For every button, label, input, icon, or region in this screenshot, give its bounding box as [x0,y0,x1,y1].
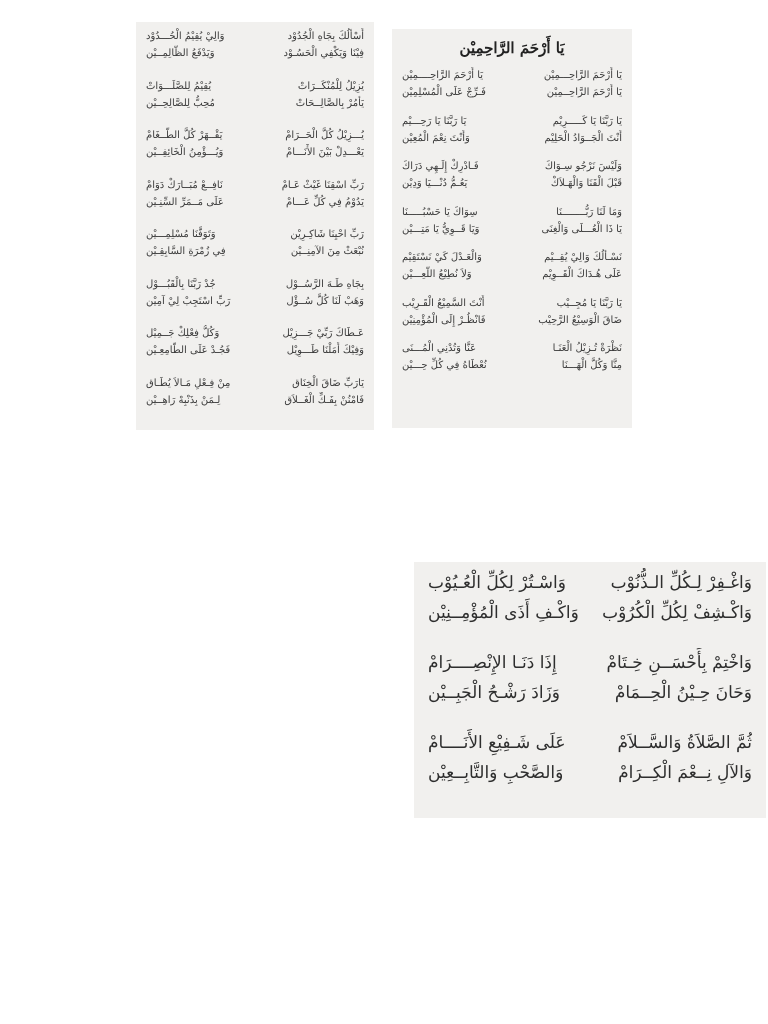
verse-line [402,266,622,283]
verse-line [428,678,752,708]
hemistich-second: وَتَوَفَّنَا مُسْلِمِـــيْن [146,229,216,240]
verse-line [146,127,364,144]
verse-line [402,130,622,147]
verse-line [146,325,364,342]
verse-line [402,67,622,84]
verse-line [428,728,752,758]
hemistich-first: نُبْعَثْ مِنَ الآمِنِــيْن [290,246,364,257]
hemistich-first: وَاغْـفِرْ لِـكُلِّ الـذُّنُوْب [610,573,752,593]
hemistich-first: وَفِيْكَ أَمَلْنَا طَـــوِيْل [286,345,364,356]
verse-line [146,95,364,112]
verse-line [402,249,622,266]
stanza [402,158,622,204]
stanza [402,204,622,250]
hemistich-first: ثُمَّ الصَّلاَةُ وَالسَّــلاَمْ [617,733,752,753]
hemistich-second: فَـرِّجْ عَلَى الْمُسْلِمِيْن [402,87,486,98]
verse-line [146,342,364,359]
hemistich-first: وَلَيْسَ نَرْجُو سِـوَاكَ [544,161,622,172]
hemistich-first: يَا ذَا الْعُـــلَى وَالْغِنَى [541,223,622,235]
verse-line [428,568,752,598]
stanza [402,67,622,113]
verse-line [402,295,622,312]
hemistich-second: يَا رَبَّنَا يَا رَحِـــيْم [402,115,467,127]
stanza [402,113,622,159]
hemistich-second: فَجُـدْ عَلَى الطَّامِعِـيْن [146,345,231,356]
verse-line [146,392,364,409]
hemistich-second: رَبِّ اسْتَجِبْ لِيْ آمِيْن [146,295,231,307]
hemistich-second: وَاكْـفِ أَذَى الْمُؤْمِــنِيْن [428,603,579,623]
stanza [428,568,752,648]
verse-line [402,312,622,329]
stanza [146,226,364,276]
hemistich-first: عَلَى هُـدَاكَ الْقَــوِيْم [542,269,622,280]
hemistich-first: وَهَبْ لَنَا كُلَّ سُــؤْل [286,295,364,307]
hemistich-second: وَيُـــؤْمِنُ الْخَائِفِــيْن [146,147,224,158]
hemistich-first: يَأْمُرْ بِالصَّالِــحَاتْ [295,97,364,109]
hemistich-second: وَاسْـتُرْ لِكُلِّ الْعُـيُوْب [428,573,566,593]
hemistich-second: وَيَا قَــوِيُّ يَا مَتِـــيْن [402,223,480,235]
hemistich-first: يَا أَرْحَمَ الرَّاحِـــمِيْن [543,70,622,81]
stanza [146,375,364,425]
hemistich-first: يُزِيْلُ لِلْمُنْكَــرَاتْ [297,80,364,92]
hemistich-first: مِنَّا وَكُلَّ الْهَـــنَا [561,360,622,371]
stanza [146,127,364,177]
hemistich-first: أَنْتَ الْجَــوَادُ الْحَلِيْم [544,132,622,144]
hemistich-second: عَنَّا وَتُدْنِي الْمُـــنَى [402,343,477,354]
hemistich-first: ضَاقَ الْوَسِيْعُ الرَّحِيْب [538,314,622,326]
hemistich-second: فِي زُمْرَةِ السَّابِقِـيْن [146,246,226,257]
hemistich-first: يَارَبِّ ضَاقَ الْخِنَاق [292,377,364,389]
hemistich-second: فَـادْرِكْ إِلَـهِي دَرَاكَ [402,161,479,172]
verse-line [146,293,364,310]
stanza [428,728,752,808]
hemistich-first: وَالآلِ نِــعْمَ الْكِــرَامْ [618,763,752,783]
hemistich-second: وَزَادَ رَشْـحُ الْجَبِــيْن [428,683,560,703]
hemistich-second: وَالْعَـدْلَ كَيْ نَسْتَقِيْم [402,252,482,263]
hemistich-first: يَا رَبَّنَا يَا مُجِــيْب [556,297,622,309]
poem-stanzas [146,28,364,424]
verse-line [402,158,622,175]
verse-line [146,194,364,211]
hemistich-first: قَبْلَ الْفَنَا وَالْهَـلاَكْ [550,178,622,189]
stanza [402,249,622,295]
verse-line [428,648,752,678]
hemistich-first: فِيْنَا وَيَكْفِي الْحَسُـوْد [283,48,364,59]
verse-line [146,177,364,194]
verse-line [402,221,622,238]
stanza [402,340,622,386]
hemistich-second: فَانْظُـرْ إِلَى الْمُؤْمِنِيْن [402,314,486,326]
verse-line [146,144,364,161]
hemistich-second: وَالِيْ يُقِيْمُ الْحُـــدُوْد [146,31,225,42]
verse-line [402,175,622,192]
stanza [146,78,364,128]
hemistich-first: يَدُوْمُ فِي كُلِّ عَـــامْ [285,196,364,208]
verse-line [402,84,622,101]
hemistich-second: يُقِيْمُ لِلصَّلَـــوَاتْ [146,80,212,92]
hemistich-second: وَأَنْتَ نِعْمَ الْمُعِيْن [402,132,470,144]
hemistich-second: وَيَدْفَعُ الظَّالِمِــيْن [146,48,215,59]
verse-line [146,276,364,293]
hemistich-first: رَبِّ احْيِنَا شَاكِـرِيْن [290,229,364,240]
hemistich-second: يَعُـمُّ دُنْـــيَا وَدِيْن [402,178,468,189]
hemistich-second: سِوَاكَ يَا حَسْبُـــــنَا [402,206,478,218]
hemistich-second: إِذَا دَنَـا الإِنْصِــــرَامْ [428,653,557,673]
hemistich-second: نَافِــعْ مُبَــارَكْ دَوَامْ [146,179,223,191]
hemistich-first: وَحَانَ حِـيْنُ الْحِــمَامْ [614,683,752,703]
hemistich-first: وَمَا لَنَا رَبُّــــــــنَا [556,206,622,218]
hemistich-first: يَا أَرْحَمَ الرَّاحِــمِيْن [546,87,622,98]
hemistich-first: نَظْرَةْ تُـزِيْلُ الْعَنَـا [552,343,622,354]
hemistich-first: عَـطَاكَ رَبِّيْ جَـــزِيْل [282,328,364,339]
stanza [146,28,364,78]
stanza [402,295,622,341]
poem-panel-right [392,29,632,428]
hemistich-first: وَاخْتِمْ بِأَحْسَــنِ خِـتَامْ [606,653,752,673]
hemistich-first: أَسْأَلُكَ بِجَاهِ الْجُدُوْد [287,31,364,42]
hemistich-second: مِنْ فِـعْلِ مَـالاَ يُطَـاق [146,377,231,389]
hemistich-second: يَا أَرْحَمَ الرَّاحِــــمِيْن [402,70,484,81]
poem-panel-left [136,22,374,430]
hemistich-second: لِـمَنْ بِذَنْبِهْ رَاهِــيْن [146,394,221,406]
verse-line [146,45,364,62]
stanza [146,276,364,326]
hemistich-first: نَسْـأَلُكَ وَالِيْ يُقِــيْم [544,252,622,263]
poem-panel-bottom [414,562,766,818]
verse-line [428,758,752,788]
hemistich-second: عَلَى مَــمَرِّ السِّنِـيْن [146,196,224,208]
verse-line [146,78,364,95]
stanza [146,177,364,227]
verse-line [146,226,364,243]
verse-line [402,357,622,374]
poem-stanzas [402,67,622,386]
hemistich-second: وَكُلُّ فِعْلِكْ جَــمِيْل [146,328,220,339]
verse-line [146,375,364,392]
poem-stanzas [428,568,752,808]
verse-line [402,340,622,357]
hemistich-second: جُدْ رَبَّنَا بِالْقَبُـــوْل [146,278,216,290]
hemistich-first: وَاكْـشِفْ لِكُلِّ الْكُرُوْب [602,603,752,623]
hemistich-second: وَالصَّحْبِ وَالتَّابِــعِيْن [428,763,564,783]
hemistich-first: بِجَاهِ طَـهَ الرَّسُــوْل [285,278,364,290]
verse-line [146,243,364,260]
hemistich-second: وَلاَ نُطِيْعُ اللَّعِـــيْن [402,269,472,280]
hemistich-second: يَقْــهَرْ كُلَّ الطَّــغَامْ [146,130,223,141]
stanza [428,648,752,728]
hemistich-first: رَبِّ اسْقِنَا غَيْثْ عَـامْ [281,179,364,191]
verse-line [146,28,364,45]
hemistich-first: فَامْنُنْ بِفَـكِّ الْغَــلاَق [284,394,364,406]
hemistich-first: يَعْـــدِلْ بَيْنَ الأَنَـــامْ [286,147,364,158]
hemistich-second: نُعْطَاهُ فِي كُلِّ حِـــيْن [402,360,487,371]
verse-line [428,598,752,628]
verse-line [402,204,622,221]
verse-line [402,113,622,130]
stanza [146,325,364,375]
hemistich-second: أَنْتَ السَّمِيْعُ الْقَـرِيْب [402,297,485,309]
hemistich-first: يُـــزِيْلُ كُلَّ الْحَــرَامْ [285,130,364,141]
hemistich-first: يَا رَبَّنَا يَا كَـــــرِيْم [552,115,622,127]
hemistich-second: مُحِبُّ لِلصَّالِحِــيْن [146,97,215,109]
poem-title: يَا أَرْحَمَ الرَّاحِمِيْن [459,39,565,57]
hemistich-second: عَلَى شَـفِيْعِ الأَنَــــامْ [428,733,566,753]
